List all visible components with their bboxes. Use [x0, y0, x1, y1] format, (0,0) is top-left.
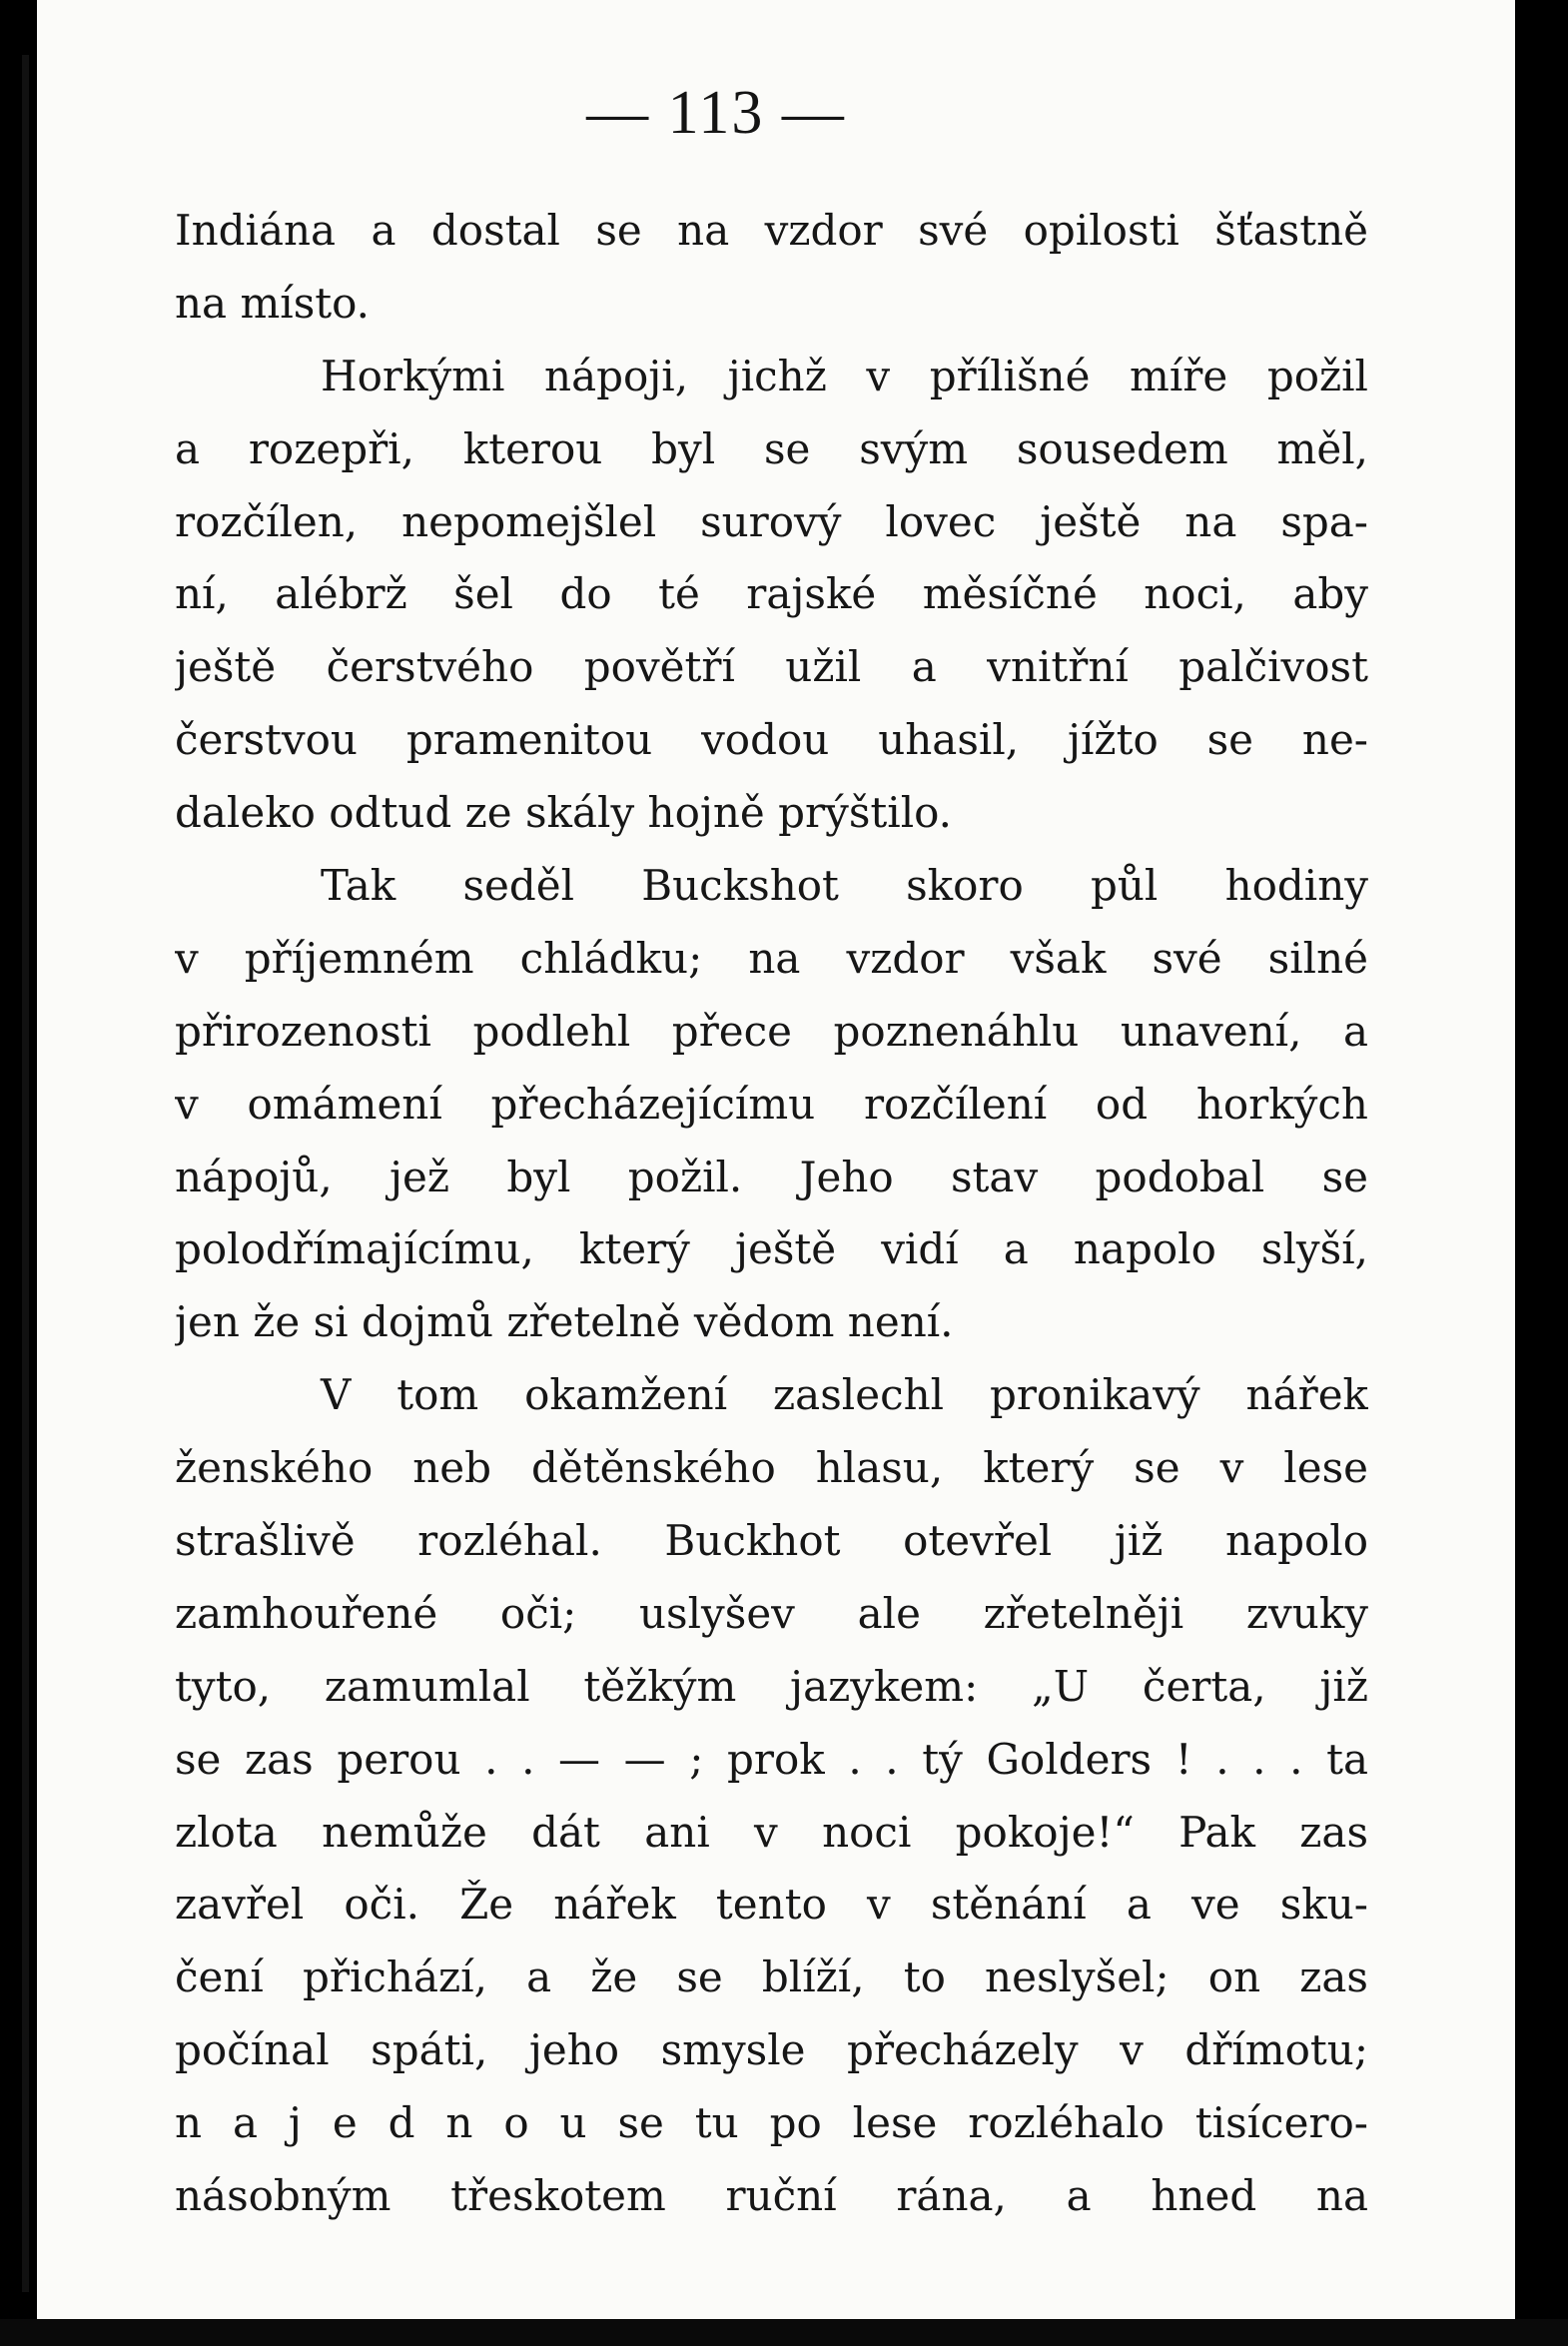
paper-sheet: [37, 0, 1515, 2319]
text-line: ženského neb dětěnského hlasu, který se v lese: [175, 1443, 1368, 1493]
text-line: strašlivě rozléhal. Buckhot otevřel již napolo: [175, 1516, 1368, 1566]
text-line: Horkými nápoji, jichž v přílišné míře požil: [321, 351, 1368, 400]
text-line: V tom okamžení zaslechl pronikavý nářek: [321, 1370, 1368, 1420]
text-line: zlota nemůže dát ani v noci pokoje!“ Pak zas: [175, 1807, 1368, 1857]
text-line: n a j e d n o u se tu po lese rozléhalo tisícero-: [175, 2098, 1368, 2148]
scan-bottom-edge: [0, 2319, 1568, 2346]
body-text: [175, 195, 1368, 2233]
text-line: v omámení přecházejícímu rozčílení od horkých: [175, 1079, 1368, 1129]
text-line: daleko odtud ze skály hojně prýštilo.: [175, 788, 953, 838]
text-line: v příjemném chládku; na vzdor však své silné: [175, 933, 1368, 983]
text-line: nápojů, jež byl požil. Jeho stav podobal se: [175, 1152, 1368, 1201]
text-line: jen že si dojmů zřetelně vědom není.: [175, 1297, 954, 1347]
text-line: rozčílen, nepomejšlel surový lovec ještě na spa-: [175, 496, 1368, 546]
text-line: zavřel oči. Že nářek tento v stěnání a ve sku-: [175, 1880, 1368, 1930]
text-line: násobným třeskotem ruční rána, a hned na: [175, 2171, 1368, 2221]
binding-edge: [22, 55, 29, 2292]
text-line: a rozepři, kterou byl se svým sousedem měl,: [175, 423, 1368, 473]
text-line: ještě čerstvého povětří užil a vnitřní palčivost: [175, 642, 1368, 692]
text-line: se zas perou . . — — ; prok . . tý Golders ! . . . ta: [175, 1734, 1368, 1784]
text-line: na místo.: [175, 278, 371, 328]
text-line: Indiána a dostal se na vzdor své opilosti šťastně: [175, 206, 1368, 255]
text-line: ní, alébrž šel do té rajské měsíčné noci, aby: [175, 569, 1368, 619]
text-line: přirozenosti podlehl přece poznenáhlu unavení, a: [175, 1006, 1368, 1056]
text-line: Tak seděl Buckshot skoro půl hodiny: [321, 861, 1368, 911]
text-line: tyto, zamumlal těžkým jazykem: „U čerta, již: [175, 1661, 1368, 1711]
text-line: čerstvou pramenitou vodou uhasil, jížto se ne-: [175, 715, 1368, 765]
text-line: polodřímajícímu, který ještě vidí a napolo slyší,: [175, 1224, 1368, 1274]
text-line: čení přichází, a že se blíží, to neslyšel; on zas: [175, 1953, 1368, 2002]
page-number: — 113 —: [586, 79, 846, 147]
text-line: zamhouřené oči; uslyšev ale zřetelněji zvuky: [175, 1588, 1368, 1638]
text-line: počínal spáti, jeho smysle přecházely v dřímotu;: [175, 2025, 1368, 2075]
